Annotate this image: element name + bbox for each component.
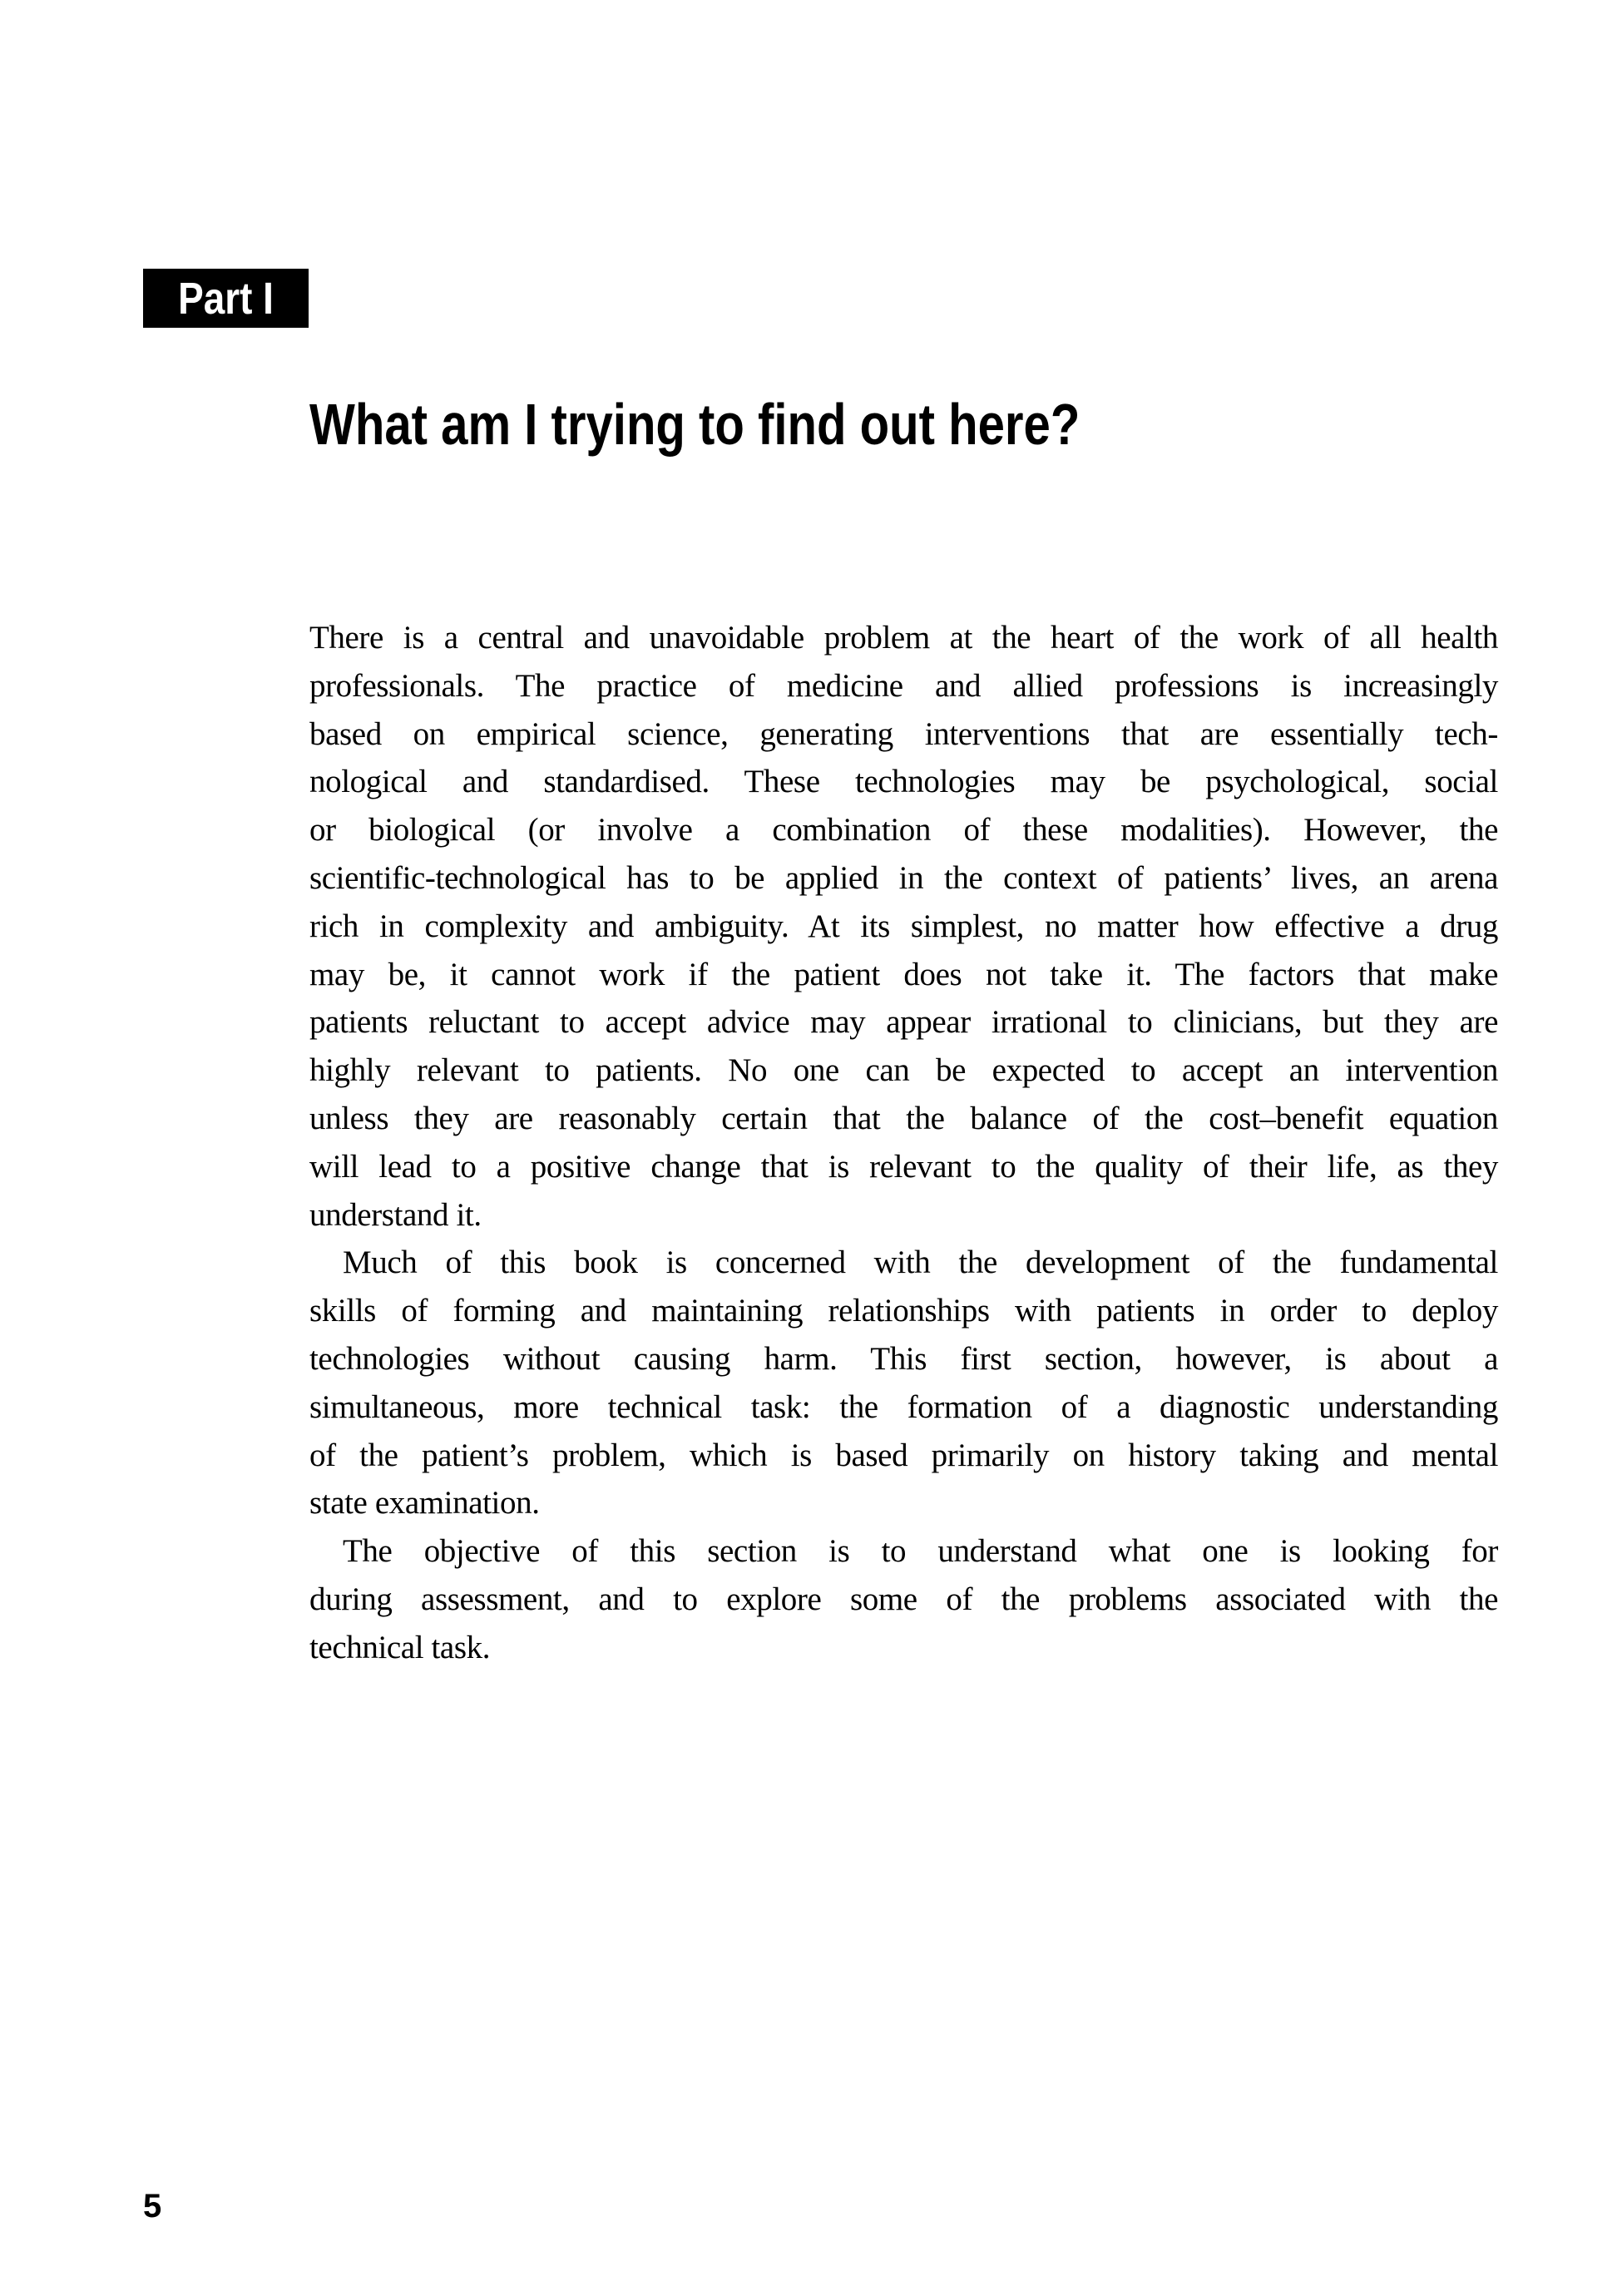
text-line: simultaneous, more technical task: the formation of a diagnostic understanding bbox=[309, 1388, 1498, 1425]
text-line: patients reluctant to accept advice may appear irrational to clinicians, but they are bbox=[309, 1004, 1498, 1041]
text-line: based on empirical science, generating interventions that are essentially tech- bbox=[309, 715, 1498, 752]
paragraph bbox=[309, 614, 1498, 1239]
page-number: 5 bbox=[143, 2188, 162, 2224]
text-line: or biological (or involve a combination of these modalities). However, the bbox=[309, 812, 1498, 849]
text-line: skills of forming and maintaining relationships with patients in order to deploy bbox=[309, 1293, 1498, 1329]
text-line: may be, it cannot work if the patient does not take it. The factors that make bbox=[309, 956, 1498, 992]
part-label: Part I bbox=[178, 273, 274, 324]
text-line: of the patient’s problem, which is based primarily on history taking and mental bbox=[309, 1437, 1498, 1473]
text-line: highly relevant to patients. No one can be expected to accept an intervention bbox=[309, 1052, 1498, 1089]
text-line: technical task. bbox=[309, 1629, 491, 1665]
text-line: scientific-technological has to be applied in the context of patients’ lives, an arena bbox=[309, 859, 1498, 896]
text-line: technologies without causing harm. This first section, however, is about a bbox=[309, 1340, 1498, 1377]
part-label-box bbox=[143, 269, 309, 328]
text-line: understand it. bbox=[309, 1196, 482, 1233]
text-line: The objective of this section is to understand what one is looking for bbox=[343, 1533, 1498, 1570]
text-line: will lead to a positive change that is relevant to the quality of their life, as they bbox=[309, 1148, 1498, 1185]
text-line: rich in complexity and ambiguity. At its simplest, no matter how effective a drug bbox=[309, 908, 1498, 944]
body-text bbox=[309, 614, 1498, 1672]
text-line: unless they are reasonably certain that the balance of the cost–benefit equation bbox=[309, 1100, 1498, 1136]
paragraph bbox=[309, 1239, 1498, 1527]
text-line: nological and standardised. These technologies may be psychological, social bbox=[309, 764, 1498, 800]
text-line: state examination. bbox=[309, 1485, 540, 1522]
text-line: Much of this book is concerned with the development of the fundamental bbox=[343, 1244, 1498, 1281]
chapter-title: What am I trying to find out here? bbox=[309, 392, 1081, 457]
text-line: during assessment, and to explore some of the problems associated with the bbox=[309, 1581, 1498, 1617]
paragraph bbox=[309, 1527, 1498, 1671]
text-line: There is a central and unavoidable problem at the heart of the work of all health bbox=[309, 620, 1498, 656]
text-line: professionals. The practice of medicine and allied professions is increasingly bbox=[309, 667, 1498, 704]
